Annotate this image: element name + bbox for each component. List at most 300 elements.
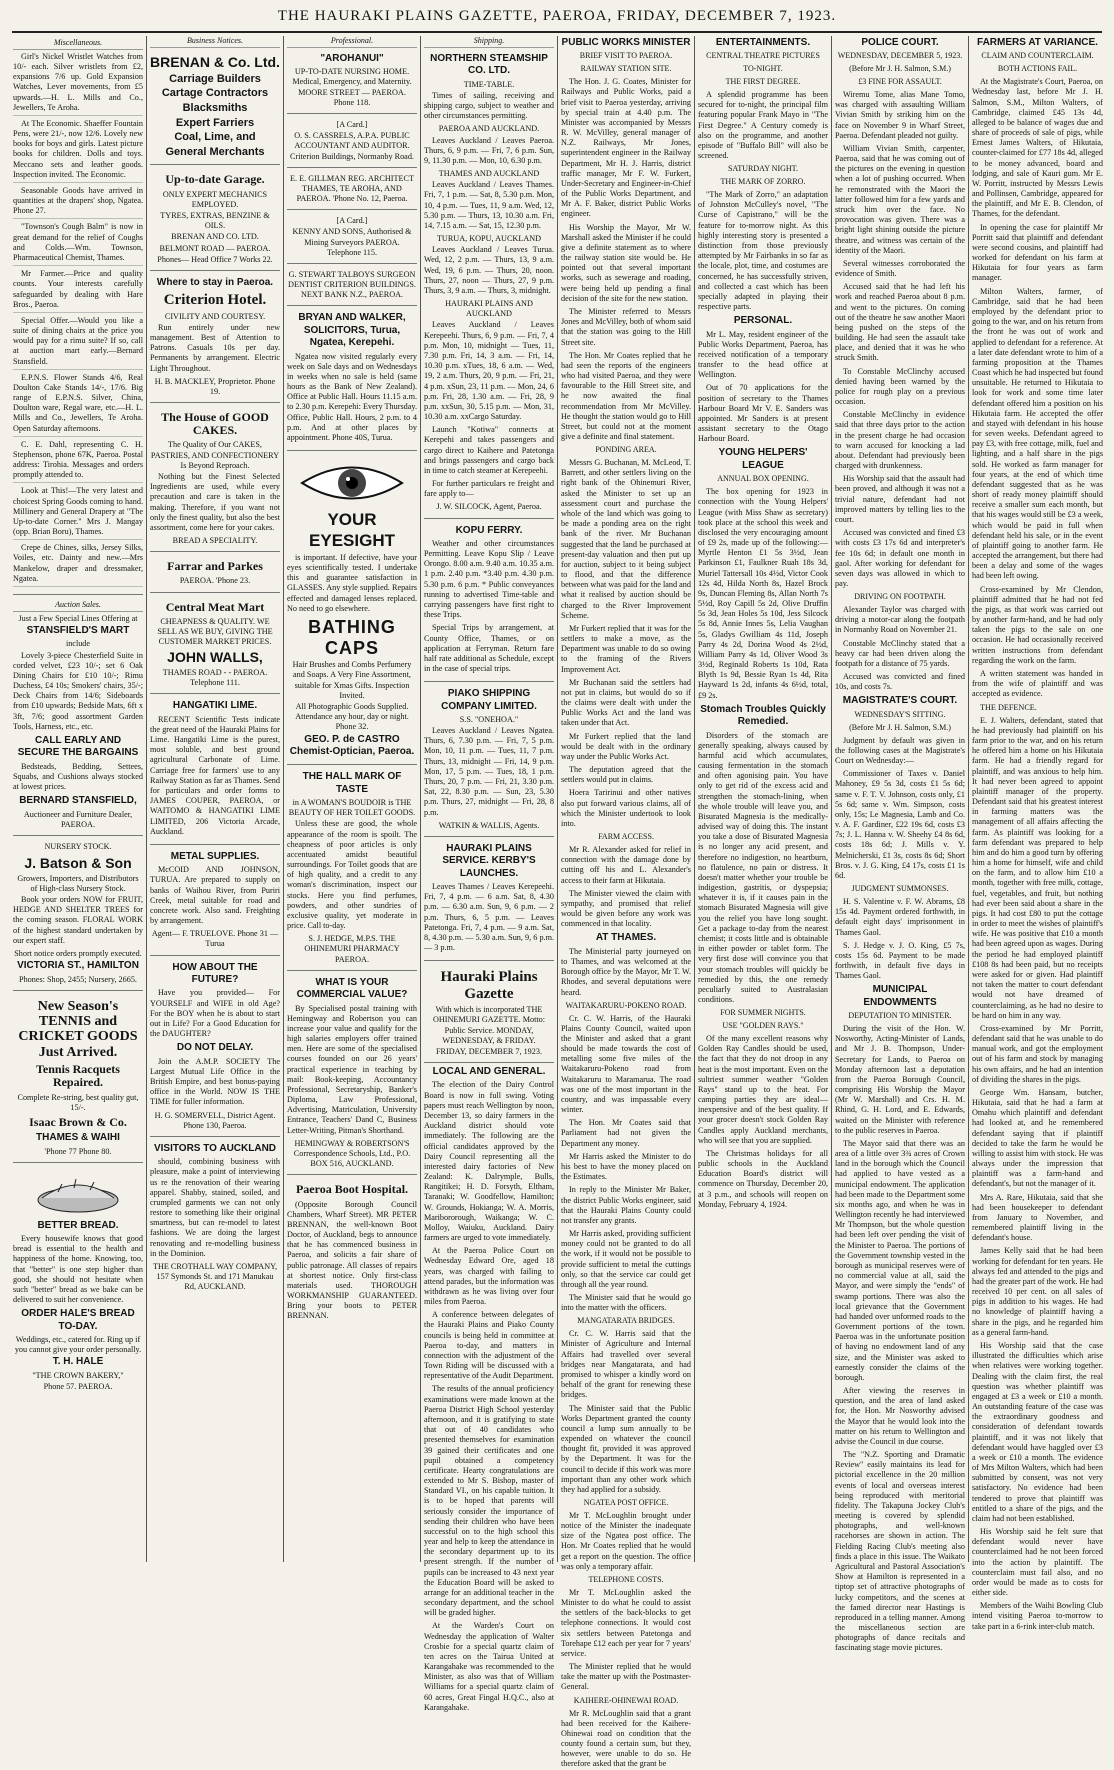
hale-bakery: "THE CROWN BAKERY," bbox=[32, 1370, 124, 1380]
kenny: KENNY AND SONS, Authorised & Mining Surveyors PAEROA. Telephone 115. bbox=[292, 227, 412, 257]
bryan-section bbox=[287, 309, 417, 451]
walls-addr: THAMES ROAD - - PAEROA. Telephone 111. bbox=[162, 668, 268, 688]
phones-block: Phones— Head Office 7 Works 22. bbox=[157, 254, 273, 264]
pwm-section5: MANGATARATA BRIDGES. bbox=[577, 1316, 675, 1326]
pwm-body5 bbox=[561, 1329, 691, 1495]
column-4 bbox=[421, 36, 558, 1712]
stomach-body bbox=[698, 731, 828, 1006]
paragraph: Alexander Taylor was charged with driving a motor-car along the footpath in Normanby Road on November 21. bbox=[835, 605, 965, 635]
criterion-body: Run entirely under new management. Best of Attention to Patrons. Casuals 10s per day. Permanents by arrangement. Electric Light Throughout. bbox=[150, 322, 280, 373]
paragraph: The Minister said that the Public Works Department granted the county council a lump sum annually to be expended on whatever the council thought fit, provided it was approved by the Department. It was for the council to decide if this work was more important than any other work which they had applied for a subsidy. bbox=[561, 1403, 691, 1494]
paragraph: THE DEFENCE. bbox=[980, 702, 1037, 712]
paragraph: Messrs G. Buchanan, M. McLeod, T. Barrett, and other settlers living on the right bank of the Ohinemuri River, asked the Minister to set up an assessment court and purchase the whole of the land which was going to be made a ponding area on the right bank of the river. Mr Buchanan suggested that the land be purchased at present-day valuation and then put up for auction, subject to it being subject to flood, and that the difference between what was paid for the land and what it realised by auction should be charged to the River Improvement Scheme. bbox=[561, 458, 691, 620]
paragraph: The deputation agreed that the settlers would put in claims. bbox=[561, 765, 691, 785]
paragraph: His Worship the Mayor, Mr W. Marshall asked the Minister if he could give a definite statement as to where the railway station site would be. He pointed out that several important works, such as sewerage and roading, were being held up pending a final decision of the site for the new station. bbox=[561, 222, 691, 303]
paragraph: The Hon. J. G. Coates, Minister for Railways and Public Works, paid a brief visit to Paeroa yesterday, arriving by special train at 4.40 p.m. The Minister was accompanied by Messrs R. W. McVilley, general manager of N.Z. Railways, Mr Jones, superintendent engineer in the Railway Department, Mr H. J. Harris, district traffic manager, Mr F. W. Furkert, Under-Secretary and Engineer-in-Chief of the Public Works Department, and Mr A. F. Baker, district Public Works engineer. bbox=[561, 77, 691, 219]
paragraph: Mr Harris asked the Minister to do his best to have the money placed on the Estimates. bbox=[561, 1151, 691, 1182]
paragraph: Milton Walters, farmer, of Cambridge, said that he had been employed by the defendant prior to going to the war, and on his return from the front he was out of work and applied to defendant for a reference. At a later date defendant wrote to him of a farming proposition at the Thames Coast which he had inspected but found unsuitable. He returned to Hikutaia to look for work and some time later defendant offered him a position on his Hikutaia farm. He accepted the offer and stayed with defendant in his house for seven weeks. Defendant agreed to pay £3, with free cottage, milk, fuel and lighting, and a half share in the pigs sold. He worked as farm manager for four years, at the end of which time defendant suggested that as he was short of ready money plaintiff should receive a smaller sum each month, but that his wages would still be £3 a week, which would be paid in full when defendant held his sale, or in the event of plaintiff going to another farm. He accepted the arrangement, but there had been a delay and some of the wages had been left owing. bbox=[972, 286, 1103, 581]
deputation: DEPUTATION TO MINISTER. bbox=[848, 1011, 952, 1021]
gillman-section bbox=[287, 171, 417, 211]
central-theatre: CENTRAL THEATRE PICTURES bbox=[706, 51, 820, 61]
metal-body: McCOID AND JOHNSON, TURUA. Are prepared to supply on banks of Waihou River, from Puriri Creek, metal suitable for road and concrete work. Also sand. Freighting by arrangement. bbox=[150, 865, 280, 926]
tennis-section bbox=[13, 994, 143, 1163]
batson-body: Book your orders NOW for FRUIT, HEDGE AND SHELTER TREES for the coming season. FLORAL WORK of the highest standard undertaken by our expert staff. bbox=[13, 895, 143, 945]
nursery-title: NURSERY STOCK. bbox=[44, 842, 112, 852]
eyesight-body: is important. If defective, have your eyes scientifically tested. I undertake this and guarantee satisfaction in GLASSES. Any style supplied. Repairs effected and damaged lenses replaced. No need to go elsewhere. bbox=[287, 552, 417, 613]
paragraph: Commissioner of Taxes v. Daniel Mahoney, £9 5s 3d, costs £1 5s 6d; same v. F. T. V. Johnson, costs only, £1 5s 6d; same v. Wm. Simpson, costs only, 15s; Le Magnesia, Lamb and Co. v. A. F. Gardiner, £22 19s 6d, costs £3 7s; J. L. Hanna v. W. Sheehy £4 8s 6d, costs 18s 6d; J. Mills v. Y. Melnicherski, £1 3s, costs 8s 6d; Short Bros. v. J. G. King, £4 17s, costs £1 1s 6d. bbox=[835, 769, 965, 880]
police-head: POLICE COURT. bbox=[861, 37, 939, 48]
paragraph: His Worship said he felt sure that defendant would never have counterclaimed had he not been forced into the action by plaintiff. The counterclaim must fail also, and no order would be made as to costs for either side. bbox=[972, 1527, 1103, 1598]
meat-body: CHEAPNESS & QUALITY. WE SELL AS WE BUY, GIVING THE CUSTOMER MARKET PRICES. bbox=[157, 616, 273, 647]
onehoa: S.S. "ONEHOA." bbox=[459, 714, 519, 724]
paragraph: In opening the case for plaintiff Mr Porritt said that plaintiff and defendant were second cousins, and plaintiff had worked for defendant on his farm at Hikutaia for four years as farm manager. bbox=[972, 222, 1103, 283]
garage-body: ONLY EXPERT MECHANICS EMPLOYED. bbox=[162, 189, 268, 209]
paragraph: The Ministerial party journeyed on to Thames, and was welcomed at the Borough office by the Mayor, Mr T. W. Rhodes, and several deputations were heard. bbox=[561, 946, 691, 997]
piako-section bbox=[424, 685, 554, 837]
masthead: THE HAURAKI PLAINS GAZETTE, PAEROA, FRIDAY, DECEMBER 7, 1923. bbox=[277, 8, 837, 24]
paragraph: Constable McClinchy in evidence said that three days prior to the action in the present charge he had occasion to warn accused for knocking a lad about. Defendant had previously been charged with drunkenness. bbox=[835, 410, 965, 471]
brenan-line: Blacksmiths bbox=[182, 101, 248, 114]
paragraph: The Minister replied that he would take the matter up with the Postmaster-General. bbox=[561, 1662, 691, 1692]
weddings: Weddings, etc., catered for. Ring up if you cannot give your order personally. bbox=[14, 1335, 142, 1355]
helpers-sub: ANNUAL BOX OPENING. bbox=[717, 474, 809, 484]
timetable: TIME-TABLE. bbox=[463, 79, 515, 89]
cakes-body: The Quality of Our CAKES, PASTRIES, AND CONFECTIONERY Is Beyond Reproach. bbox=[150, 440, 280, 470]
paragraph: To Constable McClinchy accused denied having been warned by the police for rough play on a previous occasion. bbox=[835, 366, 965, 407]
columns bbox=[10, 36, 1106, 1769]
farrar-section bbox=[150, 555, 280, 592]
stay-head: Where to stay in Paeroa. bbox=[156, 276, 274, 288]
service-head: HAURAKI PLAINS SERVICE. KERBY'S LAUNCHES. bbox=[442, 842, 536, 879]
ent-body1 bbox=[698, 90, 828, 161]
hedge: S. J. HEDGE, M.P.S. THE OHINEMURI PHARMACY PAEROA. bbox=[304, 934, 400, 964]
brenan-name: BRENAN & Co. Ltd. bbox=[150, 53, 280, 70]
batson-name: J. Batson & Son bbox=[24, 854, 132, 871]
pwm-body6 bbox=[561, 1511, 691, 1572]
misc-item: At The Economic. Shaeffer Fountain Pens, were 21/-, now 12/6. Lovely new books for boys and girls. Latest picture books for children. Dolls and toys. Meccano sets and leather goods. Inspection invited. The Economic. bbox=[13, 119, 143, 183]
saturday: SATURDAY NIGHT. bbox=[728, 164, 798, 174]
auction-body: Lovely 3-piece Chesterfield Suite in corded velvet, £23 10/-; set 6 Oak Dining Chairs for £10 10/-; Rimu Duchess, £4 10s; Smokers' chairs, 35/-; Deck Chairs from 14/6; Sideboards from £10 upwards; Bedside Mats, 6ft x 3ft, 7/6; good assortment Garden Tools, Harness, etc., etc. bbox=[13, 650, 143, 731]
pwm-head: PUBLIC WORKS MINISTER bbox=[561, 37, 691, 48]
column-6 bbox=[695, 36, 832, 1562]
victoria: VICTORIA ST., HAMILTON bbox=[17, 960, 139, 972]
bathing-body: Hair Brushes and Combs Perfumery and Soaps. A Very Fine Assortment, suitable for Xmas Gifts. Inspection Invited. bbox=[292, 660, 412, 700]
commercial-section bbox=[287, 974, 417, 1176]
local-paragraph: At the Warden's Court on Wednesday the application of Walter Crosbie for a special quartz claim of ten acres on the Tairua United at Karangahake was recommended to the Minister, as also was that of William Williams for a special quartz claim of 60 acres, Great Fingal H.Q.C., also at Karangahake. bbox=[424, 1621, 554, 1712]
future-head: HOW ABOUT THE FUTURE? bbox=[172, 961, 258, 986]
crowne-phones: 'Phone 77 Phone 80. bbox=[44, 1146, 112, 1156]
magistrate-head: MAGISTRATE'S COURT. bbox=[842, 695, 958, 707]
metal-section bbox=[150, 848, 280, 956]
paragraph: A written statement was handed in from the wife of plaintiff and was accepted as evidence. bbox=[972, 669, 1103, 699]
paragraph: Mr T. McLoughlin brought under notice of the Minister the inadequate size of the Ngatea post office. The Hon. Mr Coates replied that he would get a report on the question. The office was only a temporary affair. bbox=[561, 1510, 691, 1571]
ent-head: ENTERTAINMENTS. bbox=[715, 37, 811, 48]
helpers-body bbox=[698, 487, 828, 701]
visitors-section bbox=[150, 1140, 280, 1298]
cassrels-section bbox=[287, 117, 417, 168]
local-body bbox=[424, 1080, 554, 1712]
northern-section bbox=[424, 50, 554, 519]
crowne-name: Isaac Brown & Co. bbox=[29, 1114, 127, 1129]
pwm-section8: KAIHERE-OHINEWAI ROAD. bbox=[573, 1695, 679, 1705]
tonight: TO-NIGHT. bbox=[743, 64, 783, 74]
paragraph: His Worship said that the assault had been proved, and although it was not a trivial nature, defendant had not improved matters by telling lies to the court. bbox=[835, 474, 965, 524]
paragraph: "The Mark of Zorro," an adaptation of Johnston McCulley's novel, "The Curse of Capistrano," will be the feature for to-morrow night. As this highly interesting story is presented a distinction from those previously attempted by Mr Fairbanks in so far as the locale, plot, time, and costumes are concerned, he has successfully striven, and collected a cast which has been specially adapted in playing their respective parts. bbox=[698, 190, 828, 312]
column-7 bbox=[832, 36, 969, 1653]
kenny-section bbox=[287, 213, 417, 264]
farmers-head: FARMERS AT VARIANCE. bbox=[977, 37, 1098, 48]
sail2: Leaves Auckland / Leaves Thames. Fri, 7, 1 p.m. — Sat, 8, 5.30 p.m. Mon, 10, 4 p.m. — Tues, 11, 9 a.m. Wed, 12, 5.30 p.m. — Thurs, 13, 10.30 a.m. Fri, 14, 7.15 a.m. — Sat, 15, 12.30 p.m. bbox=[424, 180, 554, 230]
cakes-section bbox=[150, 406, 280, 552]
police-body5 bbox=[835, 1024, 965, 1653]
pwm-body1 bbox=[561, 77, 691, 442]
paragraph: Mr Furkert replied that the land would be dealt with in the ordinary way under the Public Works Act. bbox=[561, 731, 691, 761]
arohanui-body: UP-TO-DATE NURSING HOME. Medical, Emergency, and Maternity. MOORE STREET — PAEROA. Phone 118. bbox=[292, 67, 412, 107]
racquets-head: Tennis Racquets Repaired. bbox=[36, 1062, 120, 1090]
police-body2 bbox=[835, 605, 965, 692]
wed-sitting: WEDNESDAY'S SITTING. bbox=[854, 709, 946, 719]
hale-name: T. H. HALE bbox=[52, 1356, 104, 1368]
civility: CIVILITY AND COURTESY. bbox=[164, 311, 266, 321]
taste-section bbox=[287, 768, 417, 971]
first-degree: THE FIRST DEGREE. bbox=[725, 77, 801, 87]
paragraph: The Mayor said that there was an area of a little over 3¾ acres of Crown land in the borough which the Council had applied to have vested as a municipal endowment. The application had been made to the Department some six months ago, and when he was in Wellington recently he had interviewed Mr Thompson, but the whole question had been left over pending the visit of the Minister to Paeroa. The portions of the Government township vested in the borough as municipal reserves were of no commercial value at all, said the Mayor, and were simply the "ends" of swamp portions. There was also the local grievance that the Government had handed over unformed roads to the Government portions of the town. Paeroa was in the unfortunate position of having no endowment land of any size, and the Minister was asked to earnestly consider the claims of the borough. bbox=[835, 1138, 965, 1382]
future-section bbox=[150, 959, 280, 1137]
local-paragraph: The election of the Dairy Control Board is now in full swing. Voting papers must reach Wellington by noon, December 13, so dairy farmers in the Auckland district should vote immediately. The following are the official candidates approved by the Dairy Council representing all the interested dairy factories of New Zealand: K. Dalrymple, Bulls, Rangitikei; H. D. Forsyth, Eltham, Taranaki; W. Goodfellow, Hamilton; W. Grounds, Hokianga; W. A. Morris, Maribororough, Waikanga; W. C. Molloy, Waiuku, Auckland. Dairy farmers are urged to vote immediately. bbox=[424, 1080, 554, 1243]
metal-agent: Agent— F. TRUELOVE. Phone 31 — Turua bbox=[151, 929, 279, 949]
misc-list bbox=[13, 52, 143, 587]
brenan-line: General Merchants bbox=[165, 145, 265, 158]
criterion-head: Criterion Hotel. bbox=[163, 292, 267, 309]
column-8 bbox=[969, 36, 1106, 1631]
misc-item: "Townson's Cough Balm" is now in great demand for the relief of Coughs and Colds.—Wm. Townson, Pharmaceutical Chemist, Thames. bbox=[13, 222, 143, 266]
paragraph: During the visit of the Hon. W. Nosworthy, Acting-Minister of Lands, and Mr J. B. Thompson, Under-Secretary for Lands, to Paeroa on Monday afternoon last a deputation from the Paeroa Borough Council, comprising His Worship the Mayor (Mr W. Marshall) and Crs. H. M. Rhind, G. H. Lord, and E. Edwards, waited on the Minister with reference to the public reserves in Paeroa. bbox=[835, 1024, 965, 1135]
brenan-ltd: BRENAN AND CO. LTD. bbox=[171, 232, 259, 242]
paper-head: Hauraki Plains Gazette bbox=[440, 969, 538, 1002]
bread-illustration bbox=[28, 1170, 128, 1218]
paragraph: Cross-examined by Mr Clendon, plaintiff admitted that he had not fed the pigs, as that work was carried out by another farm-hand, and he had only taken the pigs to the sale on one occasion. He had occasionally received written instructions from defendant regarding the work on the farm. bbox=[972, 584, 1103, 665]
tennis-head: New Season's TENNIS and CRICKET GOODS Just Arrived. bbox=[18, 998, 138, 1060]
brenan-line: Cartage Contractors bbox=[161, 87, 269, 100]
holiday-body bbox=[698, 1149, 828, 1210]
arohanui-section bbox=[287, 50, 417, 114]
bread-head: BETTER BREAD. bbox=[37, 1219, 119, 1231]
sail4: Leaves Auckland / Leaves Kerepeehi. Thurs, 6, 9 p.m. — Fri, 7, 4 p.m. Mon, 10, midnight — Tues, 11, 7.30 p.m. Fri, 14, 3 a.m. — Fri, 14, 10.30 p.m. xTues, 18, 6 a.m. — Wed, 19, 2 a.m. Thurs, 20, 9 p.m. — Fri, 21, 4 p.m. xSun, 23, 11 p.m. — Mon, 24, 6 p.m. Fri, 28, 1.30 a.m. — Fri, 28, 9 p.m. xxSun, 30, 5.15 p.m. — Mon, 31, 10.30 a.m. xxCargo Saturday. bbox=[424, 320, 554, 422]
piako-body: Leaves Auckland / Leaves Ngatea. Thurs, 6, 7.30 p.m. — Fri, 7, 5 p.m. Mon, 10, 11 p.m. — Tues, 11, 7 p.m. Thurs, 13, midnight — Fri, 14, 9 p.m. Mon, 17, 5 p.m. — Tues, 18, 1 p.m. Thurs, 20, 7 p.m. — Fri, 21, 3.30 p.m. Sat, 22, 8.30 p.m. — Sun, 23, 5.30 p.m. Thurs, 27, midnight — Fri, 28, 8 p.m. bbox=[424, 726, 554, 817]
turua: TURUA, KOPU, AUCKLAND bbox=[436, 234, 542, 244]
commercial-body: By Specialised postal training with Hemingway and Robertson you can increase your value and qualify for the high salaries employers offer trained men. Here are some of the specialised courses founded on our 26 years' practical experience in teaching by mail: Book-keeping, Accountancy Professional, Secretaryship, Banker's Diploma, Law Professional, Advertising, Matriculation, University Entrance, Teachers' Dand C, Business Letter-Writing, Pitman's Shorthand. bbox=[287, 1003, 417, 1135]
pwm-section7: TELEPHONE COSTS. bbox=[588, 1574, 664, 1584]
before2: (Before Mr J. H. Salmon, S.M.) bbox=[849, 722, 951, 732]
brenan-line: Expert Farriers bbox=[175, 116, 255, 129]
pwm-section6: NGATEA POST OFFICE. bbox=[583, 1498, 669, 1508]
column-3 bbox=[284, 36, 421, 1562]
pwm-thames-head: AT THAMES. bbox=[595, 932, 657, 944]
metal-head: METAL SUPPLIES. bbox=[170, 850, 260, 862]
paragraph: Constable McClinchy stated that a heavy car had been driven along the footpath for a distance of 75 yards. bbox=[835, 638, 965, 668]
bread-body: Every housewife knows that good bread is essential to the health and happiness of the home. Knowing, too, that "better" is one step higher than good, she should not hesitate when such "better" bread as we bake can be delivered to suit her convenience. bbox=[13, 1234, 143, 1305]
paragraph: A splendid programme has been secured for to-night, the principal film featuring popular Frank Mayo in "The First Degree." A Century comedy is also on the programme, and another episode of "Buffalo Bill" will also be screened. bbox=[698, 90, 828, 161]
driving-head: DRIVING ON FOOTPATH. bbox=[854, 592, 946, 602]
bryan: BRYAN AND WALKER, SOLICITORS, Turua, Ngatea, Kerepehi. bbox=[298, 312, 406, 349]
garage-section bbox=[150, 168, 280, 270]
crowne-places: THAMES & WAIHI bbox=[36, 1132, 120, 1144]
eye-illustration bbox=[298, 458, 406, 508]
farmers-body bbox=[972, 77, 1103, 1632]
boot-body: (Opposite Borough Council Chambers, Wharf Street). MR PETER BRENNAN, the well-known Boot Doctor, of Auckland, begs to announce that he has commenced business in Paeroa, and solicits a fair share of public patronage. All classes of repairs at shortest notice. Only first-class materials used. THOROUGH WORKMANSHIP GUARANTEED. Bring your boots to PETER BRENNAN. bbox=[287, 1199, 417, 1321]
paragraph: His Worship said that the case illustrated the difficulties which arise when relatives were working together. Dealing with the claim first, the real question was whether plaintiff was engaged at £3 a week or £10 a month. An outstanding feature of the case was the extraordinary goodness and consideration of defendant towards plaintiff, and it was not likely that defendant would have haggled over £3 a week or £10 a month. The evidence of Mrs Milton Walters, which had been submitted by consent, was not very satisfactory. No evidence had been tendered to prove that plaintiff was entitled to a share of the pigs, and the claim had not been established. bbox=[972, 1341, 1103, 1523]
column-1 bbox=[10, 36, 147, 1562]
lime-body: RECENT Scientific Tests indicate the great need of the Hauraki Plains for Lime. Hangatiki Lime is the purest, most soluble, and best ground agricultural Carbonate of Lime. Carriage free for farmers' use to any Railway Station as far as Thames. Send for particulars and order forms to JAMES COUPER, PAEROA, or WAITOMO & HANGATIKI LIME LIMITED, 206 Victoria Arcade, Auckland. bbox=[150, 714, 280, 836]
cassrels: O. S. CASSRELS, A.P.A. PUBLIC ACCOUNTANT AND AUDITOR. Criterion Buildings, Normanby Road. bbox=[290, 131, 414, 161]
paragraph: Accused was convicted and fined £3 with costs £3 17s 6d and interpreter's fee 10s 6d; in default one month in gaol. After working for defendant for seven days was allowed in which to pay. bbox=[835, 528, 965, 589]
paragraph: S. J. Hedge v. J. O. King, £5 7s, costs 15s 6d. Payment to be made forthwith, in default five days in Thames Gaol. bbox=[835, 940, 965, 981]
personal-head: PERSONAL. bbox=[733, 315, 793, 327]
special: Special Trips by arrangement, at County Office, Thames, or on application at Ferryman. Return fare half rate additional as Schedule, except in the case of special trips. bbox=[424, 623, 554, 674]
watkin: WATKIN & WALLIS, Agents. bbox=[438, 820, 540, 830]
auction-title: Auction Sales. bbox=[13, 600, 143, 612]
service-body: Leaves Thames / Leaves Kerepeehi. Fri, 7, 4 p.m. — 6 a.m. Sat, 8, 4.30 p.m. — 6.30 a.m. Sun, 9, 6 p.m. — 2 p.m. Thurs, 6, 5 p.m. — Leaves Patetonga. Fri, 7, 4 p.m. — 9 a.m. Sat, 8, 4.30 p.m. — 5.30 a.m. Sun, 9, 6 p.m. — 3 p.m. bbox=[424, 882, 554, 953]
pwm-section3: FARM ACCESS. bbox=[598, 832, 654, 842]
paragraph: George Wm. Hansam, butcher, Hikutaia, said that he had a farm at Omahu which plaintiff and defendant had looked at, and he remembered defendant saying that if plaintiff decided to take the farm he would be willing to assist him with stock. He was always under the impression that plaintiff was a farm-hand and defendant's, but not the manager of it. bbox=[972, 1087, 1103, 1189]
pwm-body3 bbox=[561, 845, 691, 929]
farrar-sub: PAEROA. 'Phone 23. bbox=[179, 576, 251, 586]
pwm-thames-body bbox=[561, 947, 691, 998]
paragraph: Members of the Waihi Bowling Club intend visiting Paeroa to-morrow to take part in a 6-rink inter-club match. bbox=[972, 1601, 1103, 1631]
silcock: J. W. SILCOCK, Agent, Paeroa. bbox=[436, 502, 542, 512]
paragraph: Mr R. Alexander asked for relief in connection with the damage done by cutting off his and L. Alexander's access to their farm at Hikutaia. bbox=[561, 845, 691, 885]
boot-head: Paeroa Boot Hospital. bbox=[295, 1182, 409, 1197]
local-section bbox=[424, 1066, 554, 1713]
brenan-section bbox=[150, 50, 280, 166]
belmont: BELMONT ROAD — PAEROA. bbox=[159, 243, 271, 253]
helpers-head: YOUNG HELPERS' LEAGUE bbox=[718, 447, 808, 471]
visitors-head: VISITORS TO AUCKLAND bbox=[153, 1142, 277, 1154]
hauraki-auckland: HAURAKI PLAINS AND AUCKLAND bbox=[445, 299, 533, 319]
taste-sub: in A WOMAN'S BOUDOIR is THE BEAUTY OF HER TOILET GOODS. bbox=[288, 798, 416, 818]
misc-item: Look at This!—The very latest and choicest Spring Goods coming to hand. Millinery and General Drapery at "The Up-to-date Corner." Mrs J. Mangay (opp. Brian Boru), Thames. bbox=[13, 486, 143, 540]
hemingway: HEMINGWAY & ROBERTSON'S Correspondence Schools, Ltd., P.O. BOX 516, AUCKLAND. bbox=[293, 1138, 411, 1169]
auction-mart: STANSFIELD'S MART bbox=[26, 625, 130, 637]
farmers-sub: CLAIM AND COUNTERCLAIM. bbox=[981, 51, 1094, 61]
misc-item: E.P.N.S. Flower Stands 4/6, Real Doulton Cake Stands 14/-, 17/6. Big range of E.P.N.S. Silver, China, Doulton ware, Regal ware, etc.—H. L. Mills and Co., Jewellers, Te Aroha. Open Saturday afternoons. bbox=[13, 373, 143, 437]
walls-name: JOHN WALLS, bbox=[167, 649, 263, 666]
paragraph: Disorders of the stomach are generally speaking, always caused by harmful acid which accumulates, causing fermentation in the stomach and often agonising pain. You have only to get rid of the excess acid and strengthen the stomach-lining, when the whole trouble will leave you, and Bisurated Magnesia is the medically-advised way of doing this. The instant you take a dose of Bisurated Magnesia is no longer any acid present, and therefore no indigestion, no heartburn, no flatulence, no pain or distress. It doesn't matter whether your trouble be indigestion, gastritis, or dyspepsia; whatever it is, if it causes pain in the stomach Bisurated Magnesia will give you the relief you have long sought. Get a package to-day from the nearest chemist; it costs little and is obtainable in either powder or tablet form. The very first dose will convince you that your stomach troubles will quickly be remedied by this, the one remedy peculiarly suited to Australasian conditions. bbox=[698, 730, 828, 1005]
bedsteads: Bedsteads, Bedding, Settees, Squabs, and Cushions always stocked at lowest prices. bbox=[13, 761, 143, 792]
thames-auckland: THAMES AND AUCKLAND bbox=[438, 169, 540, 179]
lime-head: HANGATIKI LIME. bbox=[172, 700, 258, 712]
paragraph: Mr Harris asked, providing sufficient money could not be granted to do all the work, if it would not be possible to provide sufficient to metal the cuttings only, so that the service car could get through all the year round. bbox=[561, 1229, 691, 1289]
summer-sub: USE "GOLDEN RAYS." bbox=[722, 1021, 804, 1031]
misc-item: Crepe de Chines, silks, Jersey Silks, Voiles, etc. Dainty and new.—Mrs Mankelow, draper and dressmaker, Ngatea. bbox=[13, 543, 143, 587]
paragraph: Mr L. May, resident engineer of the Public Works Department, Paeroa, has received notification of a temporary transfer to the head office at Wellington. bbox=[698, 329, 828, 380]
pwm-body4 bbox=[561, 1014, 691, 1314]
fine-head: £3 FINE FOR ASSAULT. bbox=[858, 77, 942, 87]
personal-body bbox=[698, 330, 828, 445]
cakes-head: The House of GOOD CAKES. bbox=[161, 410, 269, 438]
misc-item: Girl's Nickel Wristlet Watches from 10/- each. Silver wristlets from £2, expansions 7/6 up. Gold Expansion Watches, Lever movements, from £5 upwards.—H. L. Mills and Co., Jewellers, Te Aroha. bbox=[13, 52, 143, 116]
meat-head: Central Meat Mart bbox=[165, 599, 265, 614]
column-5 bbox=[558, 36, 695, 1769]
professional-title: Professional. bbox=[287, 36, 417, 48]
future-body: Have you provided— For YOURSELF and WIFE in old Age? For the BOY when he is about to start out in Life? For a Good Education for the DAUGHTER? bbox=[150, 988, 280, 1039]
phones: Phones: Shop, 2455; Nursery, 2665. bbox=[19, 974, 137, 984]
eyesight-section bbox=[287, 454, 417, 765]
summer-body bbox=[698, 1034, 828, 1146]
commercial-head: WHAT IS YOUR COMMERCIAL VALUE? bbox=[296, 976, 408, 1001]
crothall: THE CROTHALL WAY COMPANY, 157 Symonds St. and 171 Manukau Rd, AUCKLAND. bbox=[152, 1261, 278, 1292]
tyres: TYRES, EXTRAS, BENZINE & OILS. bbox=[160, 210, 270, 231]
pwm-body8 bbox=[561, 1709, 691, 1770]
local-paragraph: A conference between delegates of the Hauraki Plains and Piako County councils is being held in committee at Paeroa to-day, and matters in connection with the adjustment of the Town Riding will be discussed with a representative of the Audit Department. bbox=[424, 1310, 554, 1381]
talboys-section bbox=[287, 267, 417, 307]
police-body1 bbox=[835, 90, 965, 589]
northern: NORTHERN STEAMSHIP CO. LTD. bbox=[430, 52, 548, 77]
local-head: LOCAL AND GENERAL. bbox=[432, 1066, 546, 1078]
timetable-body: Times of sailing, receiving and shipping cargo, subject to weather and other circumstances permitting. bbox=[424, 90, 554, 121]
paragraph: Several witnesses corroborated the evidence of Smith. bbox=[835, 258, 965, 279]
paragraph: In reply to the Minister Mr Baker, the district Public Works engineer, said that the Hauraki Plains County could not transfer any grants. bbox=[561, 1185, 691, 1225]
paragraph: Accused was convicted and fined 10s, and costs 7s. bbox=[835, 672, 965, 692]
sail1: Leaves Auckland / Leaves Paeroa. Thurs, 6, 9 p.m. — Fri, 7, 6 p.m. Sun, 9, 11.30 p.m. — Mon, 10, 6.30 p.m. bbox=[424, 135, 554, 165]
batson-sub: Growers, Importers, and Distributors of High-class Nursery Stock. bbox=[17, 873, 139, 893]
short-notice: Short notice orders promptly executed. bbox=[14, 948, 142, 958]
stomach-head: Stomach Troubles Quickly Remedied. bbox=[700, 703, 826, 728]
boot-section bbox=[287, 1178, 417, 1328]
kopu-section bbox=[424, 522, 554, 683]
paragraph: H. S. Valentine v. F. W. Abrams, £8 15s 4d. Payment ordered forthwith, in default eight days' imprisonment in Thames Gaol. bbox=[835, 896, 965, 937]
paragraph: Cross-examined by Mr Porritt, defendant said that he was unable to do manual work, and got the employment out of his farm and stock by managing his own affairs, and he had an intention of dividing the shares in the pigs. bbox=[972, 1023, 1103, 1084]
paragraph: Mr Buchanan said the settlers had not put in claims, but would do so if the claims were dealt with under the Public Works Act and the land was taken under that Act. bbox=[561, 677, 691, 728]
paragraph: At the Magistrate's Court, Paeroa, on Wednesday last, before Mr J. H. Salmon, S.M., Milton Walters, of Cambridge, claimed £45 13s 4d, alleged to be balance of wages due and share of proceeds of sale of pigs, while Ernest James Walters, of Hikutaia, counter-claimed for £77 18s 4d, alleged to be money advanced, board and lodging, and sale of Kauri gum. Mr E. W. Porritt, instructed by Messrs Lewis and Pollinsen, Cambridge, appeared for the plaintiff, and Mr E. B. Clendon, of Thames, for the defendant. bbox=[972, 77, 1103, 219]
paragraph: Out of 70 applications for the position of secretary to the Thames Harbour Board Mr V. E. Sanders was appointed. Mr Sanders is at present assistant secretary to the Otago Harbour Board. bbox=[698, 383, 828, 444]
auction-include: include bbox=[65, 639, 91, 649]
paragraph: The Hon. Mr Coates replied that he had seen the reports of the engineers who had visited Paeroa, and they were favourable to the Hill Street site, and he now awaited the final recommendation from Mr McVilley. He thought the station would go to Hill Street, but could not at the moment give a definite and final statement. bbox=[561, 350, 691, 442]
mackley: H. B. MACKLEY, Proprietor. Phone 19. bbox=[154, 376, 276, 396]
paragraph: Accused said that he had left his work and reached Paeroa about 8 p.m. and went to the pictures. On coming out of the theatre he saw another Maori being pushed on the steps of the building. He had seen the assault take place, and denied that it was he who struck Smith. bbox=[835, 282, 965, 363]
sail3: Leaves Auckland / Leaves Turua. Wed, 12, 2 p.m. — Thurs, 13, 9 a.m. Wed, 19, 6 p.m. — Thurs, 20, noon. Thurs, 27, noon — Thurs, 27, 9 p.m. Thurs, 3, 9 a.m. — Thurs, 3, midnight. bbox=[424, 245, 554, 295]
kopu-body: Weather and other circumstances Permitting. Leave Kopu Slip / Leave Orongo. 8.00 a.m. 9.40 a.m. 10.35 a.m. 1 p.m. 2.40 p.m. *3.40 p.m. 4.30 p.m. 5.30 p.m. 6 p.m. * Public conveyances running to advertised Time-table and carrying passengers have first right to these Trips. bbox=[424, 538, 554, 620]
paper-section bbox=[424, 964, 554, 1063]
pwm-section4: WAITAKARURU-POKENO ROAD. bbox=[565, 1000, 687, 1010]
dont-delay: DO NOT DELAY. bbox=[176, 1042, 254, 1054]
card2: [A Card.] bbox=[336, 216, 368, 226]
paragraph: The box opening for 1923 in connection with the Young Helpers' League (with Miss Shaw as secretary) took place at the school this week and disclosed the very encouraging amount of £9 2s, made up of the following:—Myrtle Henton £1 5s 3½d, Jean Parkinson £1, Faulkner Ruah 18s 3d, Muriel Tattersall 10s 4½d, Victor Cook 12s 4d, Hilda North 8s, Hazel Brock 9s, Duncan Fleming 8s, Allan North 7s 5½d, Roy Capill 5s 2d, Olive Druffin 5s 3d, Jean Holes 5s 10d, Jess Silcock 5s 8d, Annie Innes 5s, Lelia Vaughan 5s, Gladys Gwilliam 4s 11d, Joseph Parry 4s 2d, Dorina Wood 4s 2½d, William Parry 4s 1d, Oliver Wood 3s 3½d, Reginald Roberts 1s 10d, Rata Blyth 1s 9d, Bessie Ryan 1s 4d, Rita Hayward 1s 2d, infants 4s 6½d, total, £9 2s. bbox=[698, 487, 828, 700]
auction-intro: Just a Few Special Lines Offering at bbox=[18, 613, 138, 623]
misc-item: Seasonable Goods have arrived in quantities at the drapers' shop, Ngatea. Phone 27. bbox=[13, 186, 143, 220]
paragraph: The "N.Z. Sporting and Dramatic Review" easily maintains its lead for pictorial excellence in the 20 million events of local and overseas interest being reproduced with meritorial fidelity. The Takapuna Jockey Club's meeting is covered by splendid photographs, and well-known racehorses are shown in action. The Fielding Racing Club's meeting also finds a place in this issue. The Waikato Agricultural and Pastoral Association's Show at Hamilton is represented in a tiptop set of attractive photographs of lucky competitors, and the scenes at the famed director near Hastings is reproduced in a telling manner. Among the miscellaneous section are photographs of dance recitals and fascinating stage movie pictures. bbox=[835, 1450, 965, 1653]
bread-speciality: BREAD A SPECIALITY. bbox=[172, 536, 258, 546]
misc-item: Special Offer.—Would you like a suite of dining chairs at the price you would pay for a rimu suite? If so, call at auction mart early.—Bernard Stansfield. bbox=[13, 316, 143, 370]
pwm-sub: BRIEF VISIT TO PAEROA. bbox=[579, 51, 673, 61]
arohanui-head: "AROHANUI" bbox=[320, 52, 384, 64]
eyesight-head: YOUR EYESIGHT bbox=[309, 510, 395, 550]
kopu-ferry: KOPU FERRY. bbox=[455, 524, 523, 536]
police-before: (Before Mr J. H. Salmon, S.M.) bbox=[849, 64, 951, 74]
bread-section bbox=[13, 1166, 143, 1397]
shipping-title: Shipping. bbox=[424, 36, 554, 48]
ent-body2 bbox=[698, 190, 828, 312]
misc-section bbox=[13, 36, 143, 595]
paragraph: The Minister viewed the claim with sympathy, and promised that relief would be given before any work was commenced in that locality. bbox=[561, 888, 691, 929]
paragraph: William Vivian Smith, carpenter, Paeroa, said that he was coming out of the pictures on the evening in question when a lot of pushing occurred. When he remonstrated with the Maori the latter followed him for a few yards and struck him over the face. No provocation was given. There was a bright light shining outside the picture theatre, and witness was certain of the identity of the Maori. bbox=[835, 143, 965, 255]
pwm-section2: PONDING AREA. bbox=[595, 445, 657, 455]
business-title: Business Notices. bbox=[150, 36, 280, 48]
service-section bbox=[424, 840, 554, 961]
launch: Launch "Kotiwa" connects at Kerepehi and takes passengers and cargo direct to Kaihere and Patetonga and brings passengers and cargo back in time to catch steamer at Kerepeehi. bbox=[424, 425, 554, 475]
police-sub: WEDNESDAY, DECEMBER 5, 1923. bbox=[837, 51, 963, 61]
farrar-head: Farrar and Parkes bbox=[167, 559, 263, 574]
local-paragraph: At the Paeroa Police Court on Wednesday Edward Ore, aged 18 years, was charged with failing to attend parades, but the information was withdrawn as he was living over four miles from Paeroa. bbox=[424, 1246, 554, 1307]
municipal-head: MUNICIPAL ENDOWMENTS bbox=[863, 984, 937, 1008]
amp-body: Join the A.M.P. SOCIETY The Largest Mutual Life Office in the British Empire, and best bonus-paying office in the World. NOW IS THE TIME for fuller information. bbox=[150, 1056, 280, 1107]
meat-section bbox=[150, 596, 280, 695]
order-hale: ORDER HALE'S BREAD TO-DAY. bbox=[21, 1308, 135, 1332]
paragraph: After viewing the reserves in question, and the area of land asked for, the Hon. Mr Nosworthy advised the Mayor that he would look into the matter on his return to Wellington and advise the Council in due course. bbox=[835, 1386, 965, 1446]
brenan-lines bbox=[150, 73, 280, 160]
brenan-line: Coal, Lime, and bbox=[174, 131, 256, 144]
pwm-body7 bbox=[561, 1588, 691, 1693]
taste-body: Unless these are good, the whole appearance of the room is spoilt. The cheapness of poor articles is only accentuated amidst beautiful surroundings. For Toilet goods that are of high quality, and a credit to any woman's discrimination, inspect our stocks. Here you find perfumes, powders, and other sundries of exclusive quality, yet moderate in price. Call to-day. bbox=[287, 819, 417, 931]
paragraph: Wiremu Tome, alias Mane Tomo, was charged with assaulting William Vivian Smith by striking him on the face on November 9 in Wharf Street, Paeroa. Defendant pleaded not guilty. bbox=[835, 90, 965, 140]
masthead-rule bbox=[12, 31, 1102, 33]
paragraph: Cr. C. W. Harris, of the Hauraki Plains County Council, waited upon the Minister and asked that a grant should be made towards the cost of metalling some five miles of the Waitakaruru-Pokeno road from Waitakaruru to Maramarua. The road was one of the most important in the country, and was impassable every winter. bbox=[561, 1013, 691, 1115]
restring: Complete Re-string, best quality gut, 15/-. bbox=[17, 1092, 139, 1112]
castro: GEO. P. de CASTRO Chemist-Optician, Paeroa. bbox=[289, 733, 415, 757]
paragraph: Hoera Taririnui and other natives also put forward various claims, all of which the Minister undertook to look into. bbox=[561, 788, 691, 828]
nursery-section bbox=[13, 839, 143, 991]
somervell: H. G. SOMERVELL, District Agent. Phone 130, Paeroa. bbox=[154, 1110, 276, 1130]
visitors-body: should, combining business with pleasure, make a point of interviewing us re the renovation of their wearing apparel. Shabby, stained, soiled, and crumpled garments we can not only restore to something like their original smartness, but can re-model to latest fashions. We are doing the largest renovating and re-modelling business in the Dominion. bbox=[150, 1157, 280, 1258]
police-body4 bbox=[835, 897, 965, 981]
pwm-section1: RAILWAY STATION SITE. bbox=[580, 64, 672, 74]
misc-item: C. E. Dahl, representing C. H. Stephenson, phone 67K, Paeroa. Postal address: Tirohia. Messages and orders promptly attended to. bbox=[13, 440, 143, 484]
talboys: G. STEWART TALBOYS SURGEON DENTIST CRITERION BUILDINGS. NEXT BANK N.Z., PAEROA. bbox=[288, 269, 416, 300]
pwm-body2 bbox=[561, 458, 691, 829]
paragraph: James Kelly said that he had been working for defendant for ten years. He always fed and attended to the pigs and had the greater part of the work. He had received 10 per cent. on all sales of pigs in addition to his wages. He had no knowledge of plaintiff having a share in the pigs, and he regarded him as a general farm-hand. bbox=[972, 1246, 1103, 1337]
paragraph: E. J. Walters, defendant, stated that he had previously had plaintiff on his farm prior to the war, and on his return he offered him a home on his Hikutaia farm. He had a friendly regard for plaintiff, and was anxious to help him. It had never been agreed to appoint plaintiff manager of the property. Defendant said that his greatest interest in farming matters was the management of all affairs affecting the farm. As plaintiff was looking for a farm defendant was prepared to help him and do him a good turn by offering him a home for himself, wife and child on the farm, and to allow him £10 a month, together with free milk, cottage, fuel, vegetables, and fruit, but nothing had ever been said about a share in the pigs. It had cost £80 to put the cottage in order to meet the wishes of plaintiff's wife. He was positive that £10 a month had been agreed upon as wages. During the period he had employed plaintiff £108 8s had been paid, but no receipts were asked for or given. Had plaintiff not taken the matter to court defendant would not have dreamed of counterclaiming, as he had no desire to be hard on him in any way. bbox=[972, 715, 1103, 1020]
farmers-sub2: BOTH ACTIONS FAIL. bbox=[997, 64, 1078, 74]
bryan-body: Ngatea now visited regularly every week on Sale days and on Wednesdays in weeks when no sale is held (same hours as the Bank of New Zealand). Office at Public Hall. Hours 11.15 a.m. to 2.30 p.m. Kerepehi: Every Thursday. Office, Public Hall. Hours, 2 p.m. to 4 p.m. And at other places by appointment. Phone 40S, Turua. bbox=[287, 351, 417, 442]
call-early: CALL EARLY AND SECURE THE BARGAINS bbox=[17, 735, 139, 759]
criterion-section bbox=[150, 274, 280, 403]
auction-section bbox=[13, 598, 143, 836]
paragraph: Mr T. McLoughlin asked the Minister to do what he could to assist the settlers of the back-blocks to get telephone connections. It would cost six settlers between Patetonga and Torehape £12 each per year for 7 years' service. bbox=[561, 1587, 691, 1658]
paragraph: The Hon. Mr Coates said that Parliament had not given the Department any money. bbox=[561, 1118, 691, 1148]
zorro: THE MARK OF ZORRO. bbox=[720, 177, 806, 187]
lime-section bbox=[150, 697, 280, 844]
paragraph: Cr. C. W. Harris said that the Minister of Agriculture and Internal Affairs had travelled over several bridges near Mangatarata, and had promised to whisper a kindly word on behalf of the grant for renewing these bridges. bbox=[561, 1329, 691, 1400]
paragraph: The Minister said that he would go into the matter with the officers. bbox=[561, 1293, 691, 1313]
bernard-name: BERNARD STANSFIELD, bbox=[19, 795, 137, 807]
gillman: E. E. GILLMAN REG. ARCHITECT THAMES, TE AROHA, AND PAEROA. 'Phone No. 12, Paeroa. bbox=[290, 173, 414, 204]
hale-phone: Phone 57. PAEROA. bbox=[43, 1381, 113, 1391]
police-body3 bbox=[835, 736, 965, 881]
paragraph: Mr R. McLoughlin said that a grant had been received for the Kaihere-Ohinewai road on condition that the county found a certain sum, but they, however, were unable to do so. He therefore asked that the grant be bbox=[561, 1708, 691, 1769]
paragraph: Mr Furkert replied that it was for the settlers to make a move, as the Department was unable to do so owing to the framing of the Rivers Improvement Act. bbox=[561, 623, 691, 674]
piako-head: PIAKO SHIPPING COMPANY LIMITED. bbox=[441, 688, 537, 712]
taste-head: THE HALL MARK OF TASTE bbox=[302, 771, 402, 795]
paragraph: Of the many excellent reasons why Golden Ray Candles should be used, the fact that they do not droop in any heat is the most important. Even on the sultriest summer weather "Golden Rays" stand up to the heat. For camping parties they are ideal—inexpensive and of the best quality. If your grocer doesn't stock Golden Ray Candles apply Auckland merchants, who will see that you are supplied. bbox=[698, 1034, 828, 1145]
garage-head: Up-to-date Garage. bbox=[165, 172, 265, 187]
paeroa-auckland: PAEROA AND AUCKLAND. bbox=[438, 124, 540, 134]
photo: All Photographic Goods Supplied. Attendance any hour, day or night. Phone 32. bbox=[295, 701, 409, 732]
paragraph: The Minister referred to Messrs Jones and McVilley, both of whom said that the station was going to the Hill Street site. bbox=[561, 306, 691, 347]
summer-head: FOR SUMMER NIGHTS. bbox=[720, 1008, 806, 1018]
paragraph: The Christmas holidays for all public schools in the Auckland Education Board's district will commence on Thursday, December 20, at 3 p.m., and schools will reopen on Monday, February 4, 1924. bbox=[698, 1148, 828, 1209]
bernard-role: Auctioneer and Furniture Dealer, PAEROA. bbox=[23, 809, 133, 829]
card1: [A Card.] bbox=[336, 119, 368, 129]
